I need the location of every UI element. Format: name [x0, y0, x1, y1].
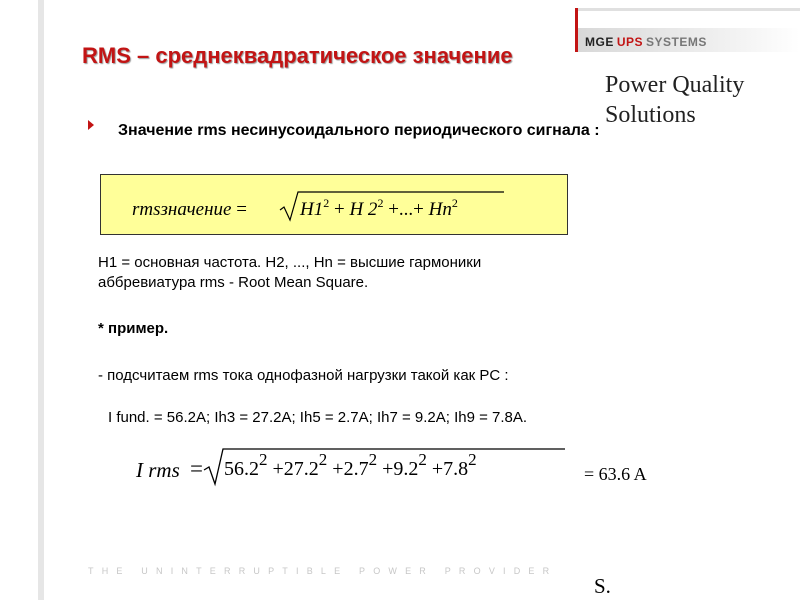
formula-exp-1: 2: [323, 196, 330, 210]
formula-term-h1: H1: [300, 199, 324, 220]
rms-plus-4: +: [431, 458, 444, 480]
formula-radicand: [300, 196, 458, 221]
slide-title: RMS – среднеквадратическое значение: [82, 43, 513, 68]
formula-ellipsis: ...: [398, 199, 414, 220]
footer-tagline: THE UNINTERRUPTIBLE POWER PROVIDER: [88, 566, 558, 576]
rms-plus-1: +: [272, 458, 284, 480]
left-decorative-bar: [38, 0, 44, 600]
definition-line-2: аббревиатура rms - Root Mean Square.: [98, 274, 369, 291]
formula-plus-1: +: [333, 199, 345, 220]
rms-exp-5: 2: [468, 450, 477, 469]
rms-value-4: 9.2: [393, 458, 419, 480]
rms-exp-4: 2: [418, 450, 427, 469]
formula-term-h2: H 2: [349, 199, 378, 220]
header-rule: [575, 8, 800, 11]
rms-exp-2: 2: [318, 450, 328, 469]
example-heading: * пример.: [98, 320, 169, 337]
logo-mge: MGE: [585, 35, 614, 49]
formula-term-hn: Hn: [428, 199, 452, 220]
definition-line-1: H1 = основная частота. H2, ..., Hn = высшие гармоники: [98, 254, 482, 271]
rms-exp-3: 2: [368, 450, 378, 469]
formula-equals: =: [236, 199, 247, 220]
formula-plus-2: +: [388, 199, 399, 220]
formula-lhs-text: rmsзначение: [132, 199, 232, 220]
rms-exp-1: 2: [259, 450, 268, 469]
rms-value-5: 7.8: [443, 458, 469, 480]
calc-intro: - подсчитаем rms тока однофазной нагрузки такой как PC :: [98, 367, 509, 384]
logo-ups: UPS: [616, 35, 644, 49]
bullet-icon: [88, 120, 94, 130]
company-logo: [585, 35, 707, 49]
tagline: Power Quality Solutions: [605, 72, 745, 128]
logo-systems: SYSTEMS: [646, 35, 707, 49]
formula-lhs: [132, 199, 247, 221]
formula-plus-3: +: [413, 199, 424, 220]
rms-value-1: 56.2: [224, 458, 259, 480]
rms-radicand: [224, 450, 477, 481]
rms-value-2: 27.2: [283, 458, 319, 480]
rms-plus-2: +: [332, 458, 344, 480]
rms-equals: =: [190, 456, 203, 481]
rms-plus-3: +: [382, 458, 394, 480]
rms-lhs: I rms: [136, 458, 180, 482]
formula-exp-n: 2: [451, 196, 458, 210]
rms-result: = 63.6 A: [584, 464, 647, 484]
formula-exp-2: 2: [377, 196, 384, 210]
rms-value-3: 2.7: [343, 458, 369, 480]
harmonic-values: I fund. = 56.2A; Ih3 = 27.2A; Ih5 = 2.7A; Ih7 = 9.2A; Ih9 = 7.8A.: [108, 409, 528, 426]
bullet-text: Значение rms несинусоидального периодического сигнала :: [118, 122, 600, 139]
corner-mark: S.: [594, 574, 611, 598]
